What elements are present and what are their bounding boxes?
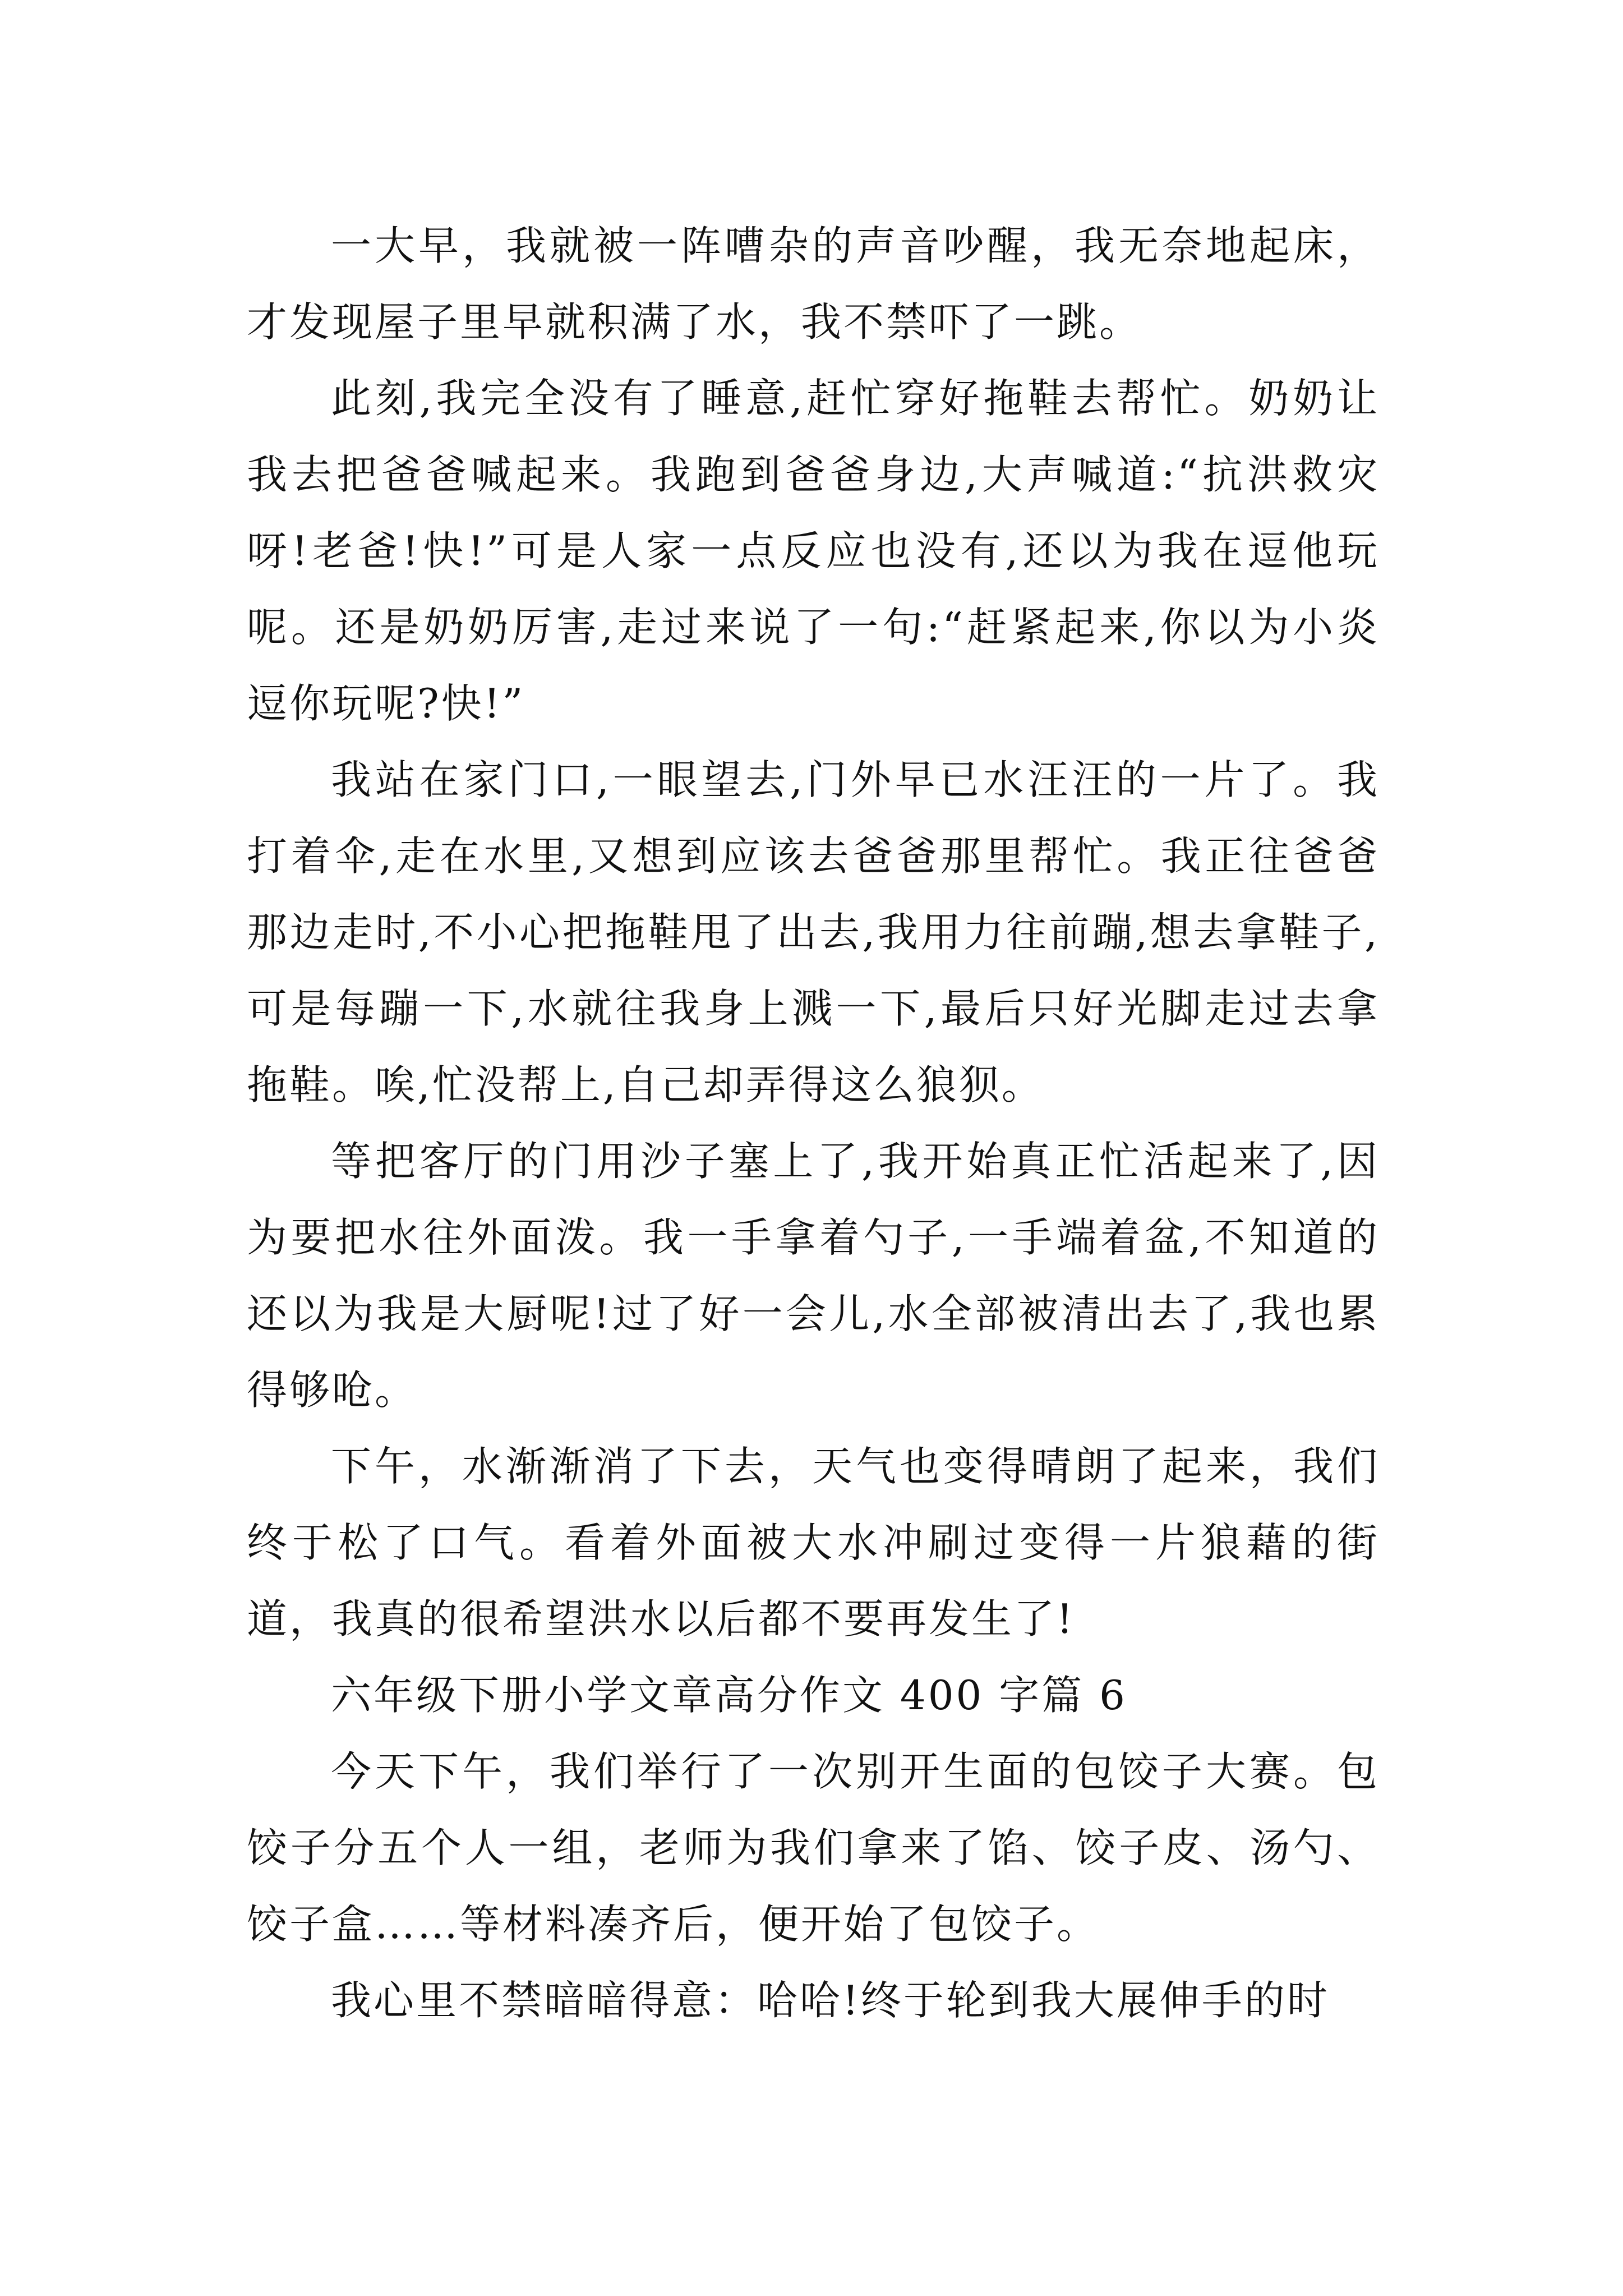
- paragraph: 下午，水渐渐消了下去，天气也变得晴朗了起来，我们终于松了口气。看着外面被大水冲刷过变得一片狼藉的街道，我真的很希望洪水以后都不要再发生了!: [247, 1443, 1380, 1642]
- section-title: 六年级下册小学文章高分作文 400 字篇 6: [331, 1672, 1127, 1719]
- document-body: [247, 208, 1380, 2039]
- paragraph: 我站在家门口,一眼望去,门外早已水汪汪的一片了。我打着伞,走在水里,又想到应该去爸爸那里帮忙。我正往爸爸那边走时,不小心把拖鞋甩了出去,我用力往前蹦,想去拿鞋子,可是每蹦一下,水就往我身上溅一下,最后只好光脚走过去拿拖鞋。唉,忙没帮上,自己却弄得这么狼狈。: [247, 756, 1380, 1108]
- paragraph: 今天下午，我们举行了一次别开生面的包饺子大赛。包饺子分五个人一组，老师为我们拿来了馅、饺子皮、汤勺、饺子盒……等材料凑齐后，便开始了包饺子。: [247, 1748, 1380, 1948]
- paragraph: 此刻,我完全没有了睡意,赶忙穿好拖鞋去帮忙。奶奶让我去把爸爸喊起来。我跑到爸爸身边,大声喊道:“抗洪救灾呀!老爸!快!”可是人家一点反应也没有,还以为我在逗他玩呢。还是奶奶厉害,走过来说了一句:“赶紧起来,你以为小炎逗你玩呢?快!”: [247, 375, 1380, 727]
- paragraph: 我心里不禁暗暗得意：哈哈!终于轮到我大展伸手的时: [331, 1977, 1330, 2024]
- paragraph: 一大早，我就被一阵嘈杂的声音吵醒，我无奈地起床，才发现屋子里早就积满了水，我不禁吓了一跳。: [247, 222, 1380, 346]
- paragraph: 等把客厅的门用沙子塞上了,我开始真正忙活起来了,因为要把水往外面泼。我一手拿着勺子,一手端着盆,不知道的还以为我是大厨呢!过了好一会儿,水全部被清出去了,我也累得够呛。: [247, 1138, 1380, 1414]
